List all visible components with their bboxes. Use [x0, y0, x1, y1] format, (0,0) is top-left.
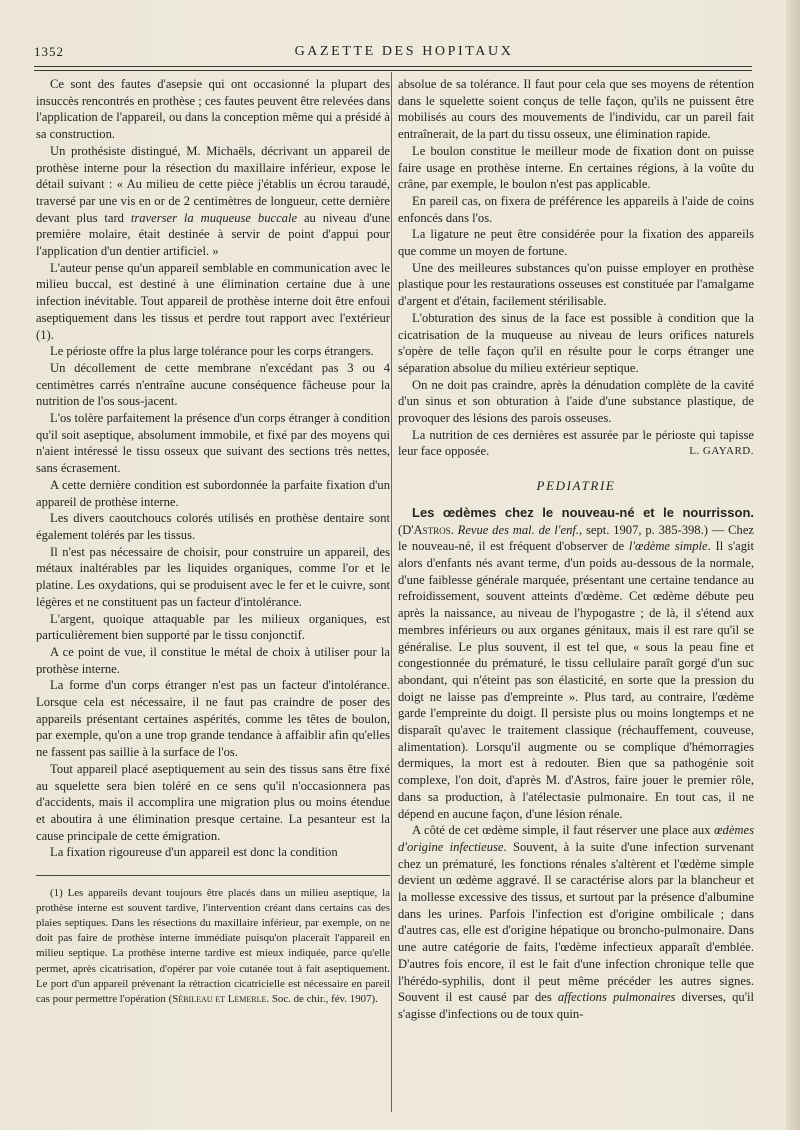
paragraph: L'argent, quoique attaquable par les milieux organiques, est particulièrement bien supporté par le tissu conjonctif. — [36, 611, 390, 643]
footnote-text: (1) Les appareils devant toujours être placés dans un milieu aseptique, la prothèse interne est souvent tardive, l'intervention créant dans certains cas des plaies septiques. Dans les résections du maxillaire inférieur, par exemple, on ne doit pas faire de prothèse interne immédiate puisqu'on placerait l'appareil en milieu septique. La prothèse interne tardive est mieux indiquée, parce qu'elle permet, après cicatrisation, d'opérer par voie cutanée tout à fait aseptiquement. Le port d'un appareil prévenant la rétraction cicatricielle est nécessaire en pareil cas pour permettre l'opération (Sébileau et Lemerle. Soc. de chir., fév. 1907). — [36, 887, 390, 1005]
paragraph: Les divers caoutchoucs colorés utilisés en prothèse dentaire sont également tolérés par les tissus. — [36, 511, 390, 542]
paragraph: A côté de cet œdème simple, il faut réserver une place aux œdèmes d'origine infectieuse. Souvent, à la suite d'une infection survenant chez un prématuré, les fonctions rénales s'altèrent et l'œdème simple devient un œdème aggravé. Il se caractérise alors par la blancheur et la mollesse excessive des tissus, et surtout par la présence d'albumine dans les urines. Parfois l'infection est d'origine ombilicale ; dans d'autres cas, elle est d'origine hépatique ou broncho-pulmonaire. Dans une autre catégorie de faits, l'œdème infectieux apparaît d'emblée. D'autres fois encore, il est le fait d'une infection chronique telle que l'hérédo-syphilis, dont il peut même précéder les autres signes. Souvent il est causé par des affections pulmonaires diverses, qu'il s'agisse d'infections ou de toux quin- — [398, 823, 754, 1021]
column-divider — [391, 72, 392, 1112]
footnote — [36, 875, 390, 1007]
paragraph: L'obturation des sinus de la face est possible à condition que la cicatrisation de la muqueuse au niveau de leurs orifices naturels s'opère de telle façon qu'il en résulte pour le corps étranger une séparation absolue du milieu extérieur septique. — [398, 310, 754, 375]
paragraph: Ce sont des fautes d'asepsie qui ont occasionné la plupart des insuccès rencontrés en prothèse ; ces fautes peuvent être relevées dans l'application de l'appareil, ou dans la conception même qui a présidé à sa construction. — [36, 77, 390, 142]
left-column — [36, 76, 390, 1007]
paragraph: Un prothésiste distingué, M. Michaëls, décrivant un appareil de prothèse interne pour la résection du maxillaire inférieur, expose le détail suivant : « Au milieu de cette pièce j'établis un écrou taraudé, traversé par une vis en or de 2 centimètres de longueur, cette dernière devant plus tard traverser la muqueuse buccale au niveau d'une première molaire, était destinée à servir de point d'appui pour l'application d'un dentier artificiel. » — [36, 143, 390, 259]
paragraph: La ligature ne peut être considérée pour la fixation des appareils que comme un moyen de fortune. — [398, 227, 754, 259]
page-spine-edge — [786, 0, 800, 1130]
page-header — [34, 44, 774, 66]
paragraph: A ce point de vue, il constitue le métal de choix à utiliser pour la prothèse interne. — [36, 644, 390, 676]
article-title: Les œdèmes chez le nouveau-né et le nourrisson. — [412, 504, 754, 520]
paragraph: absolue de sa tolérance. Il faut pour cela que ses moyens de rétention dans le squelette soient conçus de telle façon, qu'ils ne puissent être mobilisés au cours des mouvements de l'individu, car un pareil fait entraînerait, de la part du tissu osseux, une élimination rapide. — [398, 77, 754, 142]
author-signature: L. GAYARD. — [689, 445, 754, 458]
section-heading: PEDIATRIE — [536, 478, 616, 494]
paragraph: Un décollement de cette membrane n'excédant pas 3 ou 4 centimètres carrés n'entraîne aucune conséquence fâcheuse pour la nutrition de l'os sous-jacent. — [36, 360, 390, 409]
paragraph: La fixation rigoureuse d'un appareil est donc la condition — [50, 845, 338, 860]
paragraph: Le périoste offre la plus large tolérance pour les corps étrangers. — [50, 344, 374, 359]
paragraph: L'auteur pense qu'un appareil semblable en communication avec le milieu buccal, est destiné à une élimination certaine due à une infection inévitable. Tout appareil de prothèse interne doit être enfoui aseptiquement dans les tissus et perdre tout rapport avec l'extérieur (1). — [36, 260, 390, 342]
right-column — [398, 76, 754, 1023]
paragraph: En pareil cas, on fixera de préférence les appareils à l'aide de coins enfoncés dans l'os. — [398, 193, 754, 225]
paragraph: La nutrition de ces dernières est assurée par le périoste qui tapisse leur face opposée. L. GAYARD. — [398, 427, 754, 459]
paragraph: Une des meilleures substances qu'on puisse employer en prothèse plastique pour les restaurations osseuses est constituée par l'amalgame d'argent et d'étain, facilement stérilisable. — [398, 260, 754, 309]
header-rule-bottom — [34, 70, 752, 71]
paragraph: Le boulon constitue le meilleur mode de fixation dont on puisse faire usage en prothèse interne. En certaines régions, à la voûte du crâne, par exemple, le boulon n'est pas applicable. — [398, 143, 754, 192]
header-rule-top — [34, 66, 752, 67]
paragraph: L'os tolère parfaitement la présence d'un corps étranger à condition qu'il soit aseptique, absolument immobile, et fixé par des moyens qui n'aient intéressé le tissu osseux que suivant des sections très nettes, sans écrasement. — [36, 411, 390, 476]
article-paragraph: Les œdèmes chez le nouveau-né et le nourrisson. (D'Astros. Revue des mal. de l'enf., sept. 1907, p. 385-398.) — Chez le nouveau-né, il est fréquent d'observer de l'œdème simple. Il s'agit alors d'enfants nés avant terme, d'un poids au-dessous de la normale, d'une faiblesse générale marquée, présentant une certaine tendance au refroidissement, souvent atteints d'œdème. Cet œdème débute peu après la naissance, au niveau de l'hypogastre ; de là, il s'étend aux membres inférieurs ou aux organes génitaux, mais il est rare qu'il se généralise. Le plus souvent, il est tel que, « sous la peau fine et congestionnée du prématuré, le tissu cellulaire paraît gorgé d'un suc abondant, qui n'éteint pas son élasticité, en sorte que la pression du doigt ne laisse pas d'empreinte ». Plus tard, au contraire, l'œdème garde l'empreinte du doigt. Il persiste plus ou moins longtemps et ne disparaît qu'avec le traitement classique (réchauffement, couveuse, alimentation). Lorsqu'il augmente ou se complique d'hémorragies dermiques, la mort est à redouter. Bien que sa pathogénie soit complexe, l'on doit, d'après M. d'Astros, faire jouer le premier rôle, dans sa production, à l'atélectasie pulmonaire. En tout cas, il ne dépend en aucune façon, d'une lésion rénale. — [398, 504, 754, 821]
paragraph: On ne doit pas craindre, après la dénudation complète de la cavité d'un sinus et son obturation à l'aide d'une substance plastique, de provoquer des lésions des parois osseuses. — [398, 377, 754, 426]
paragraph: Il n'est pas nécessaire de choisir, pour construire un appareil, des métaux inaltérables par les liquides organiques, comme l'or et le platine. Les oxydations, qui se produisent avec le fer et le cuivre, sont légères et ne constituent pas un facteur d'intolérance. — [36, 544, 390, 609]
paragraph: La forme d'un corps étranger n'est pas un facteur d'intolérance. Lorsque cela est nécessaire, il ne faut pas craindre de poser des appareils présentant certaines aspérités, comme les têtes de boulon, par exemple, qu'on a une trop grande tendance à affaiblir afin qu'elles ne fassent pas saillie à la surface de l'os. — [36, 678, 390, 760]
paragraph: A cette dernière condition est subordonnée la parfaite fixation d'un appareil de prothèse interne. — [36, 477, 390, 509]
paragraph: Tout appareil placé aseptiquement au sein des tissus sans être fixé au squelette sera bien toléré en ce sens qu'il n'occasionnera pas d'accidents, mais il accomplira une migration plus ou moins étendue et aboutira à une élimination presque certaine. La pesanteur est la cause principale de cette émigration. — [36, 761, 390, 843]
page-number: 1352 — [34, 44, 64, 59]
running-title: GAZETTE DES HOPITAUX — [294, 44, 514, 59]
